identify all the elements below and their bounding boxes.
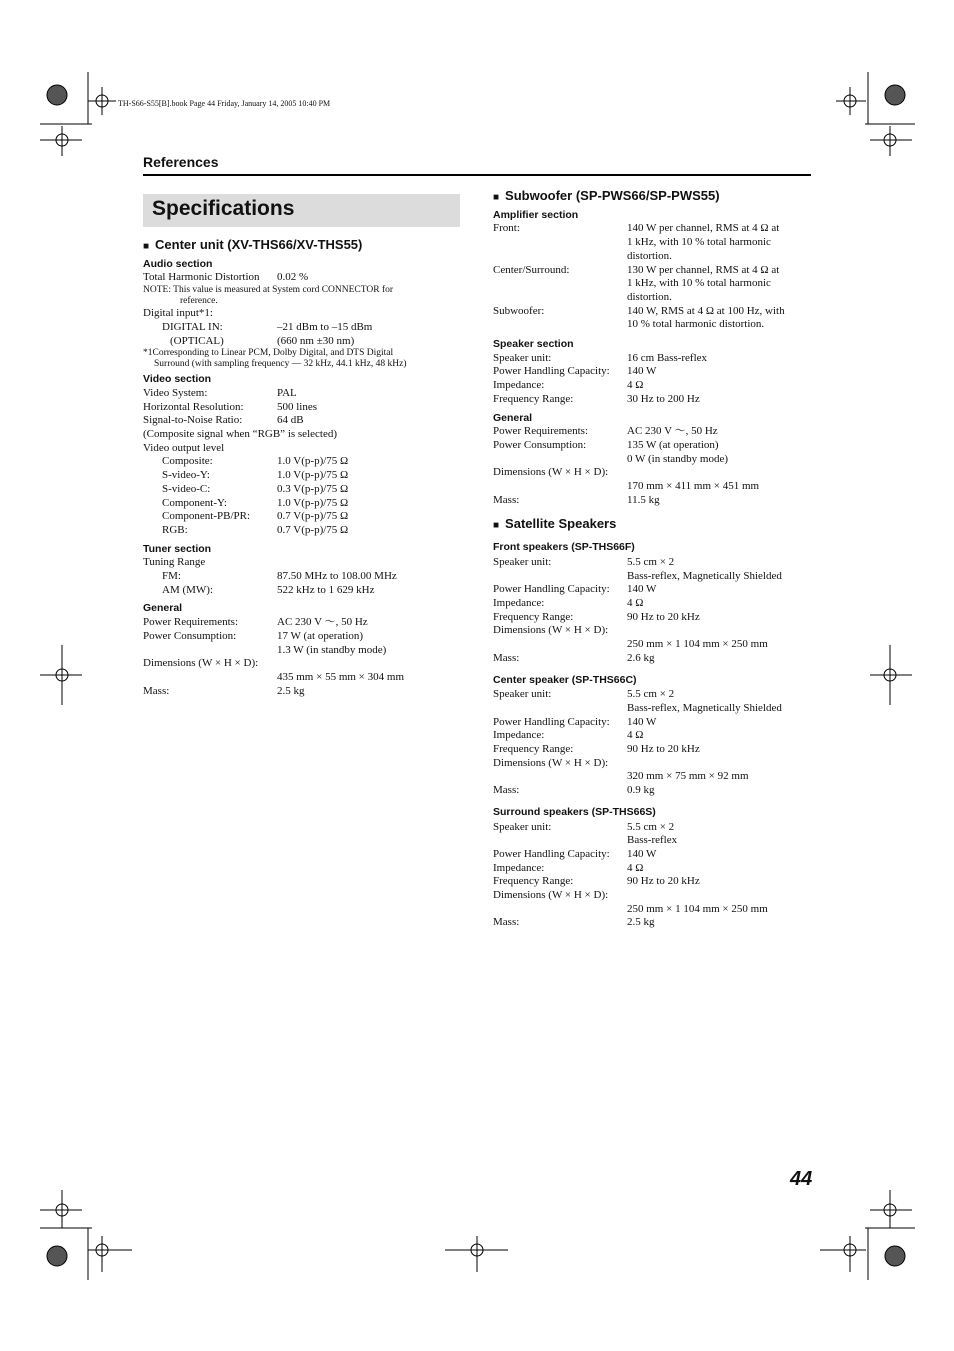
square-bullet-icon: ■ bbox=[143, 241, 150, 252]
footnote: *1Corresponding to Linear PCM, Dolby Digital, and DTS Digital bbox=[143, 348, 394, 359]
spec-row: Component-PB/PR: 0.7 V(p-p)/75 Ω bbox=[162, 510, 349, 523]
speaker-title: Surround speakers (SP-THS66S) bbox=[493, 805, 656, 818]
surround-speakers-block bbox=[493, 806, 811, 930]
front-speakers-block bbox=[493, 541, 811, 665]
header-rule bbox=[143, 174, 811, 176]
tuner-rows bbox=[143, 570, 461, 597]
spec-row: Subwoofer: 140 W, RMS at 4 Ω at 100 Hz, with 10 % total harmonic distortion. bbox=[493, 304, 785, 331]
dimensions-label: Dimensions (W × H × D): bbox=[493, 756, 609, 769]
general-section-title: General bbox=[493, 411, 533, 424]
dimensions-label: Dimensions (W × H × D): bbox=[143, 657, 259, 670]
speaker-rows bbox=[493, 352, 811, 407]
square-bullet-icon: ■ bbox=[493, 520, 500, 532]
center-speaker-block bbox=[493, 674, 811, 798]
spec-row: Impedance: 4 Ω bbox=[493, 379, 644, 392]
composite-note: (Composite signal when “RGB” is selected) bbox=[143, 428, 337, 441]
spec-value: 170 mm × 411 mm × 451 mm bbox=[627, 480, 760, 493]
spec-row: Power Requirements: AC 230 V ～, 50 Hz bbox=[143, 616, 368, 629]
spec-row: FM: 87.50 MHz to 108.00 MHz bbox=[162, 570, 397, 583]
spec-row: RGB: 0.7 V(p-p)/75 Ω bbox=[162, 523, 349, 536]
speaker-title: Front speakers (SP-THS66F) bbox=[493, 541, 635, 554]
spec-row: Power Requirements: AC 230 V ～, 50 Hz bbox=[493, 425, 718, 438]
spec-row: S-video-Y: 1.0 V(p-p)/75 Ω bbox=[162, 469, 349, 482]
spec-row: Front: 140 W per channel, RMS at 4 Ω at 1 kHz, with 10 % total harmonic distortion. bbox=[493, 222, 780, 262]
page-title: Specifications bbox=[152, 197, 295, 220]
spec-row: Video System: PAL bbox=[143, 386, 297, 399]
spec-row: DIGITAL IN: –21 dBm to –15 dBm bbox=[162, 320, 373, 333]
spec-row: Frequency Range: 90 Hz to 20 kHz bbox=[493, 610, 700, 623]
audio-note-cont: reference. bbox=[180, 296, 218, 307]
spec-value: 1.3 W (in standby mode) bbox=[277, 643, 387, 656]
left-column bbox=[143, 232, 461, 698]
digital-input-label: Digital input*1: bbox=[143, 307, 213, 320]
spec-row: (OPTICAL) (660 nm ±30 nm) bbox=[170, 334, 355, 347]
spec-row: S-video-C: 0.3 V(p-p)/75 Ω bbox=[162, 482, 349, 495]
spec-row: Composite: 1.0 V(p-p)/75 Ω bbox=[162, 455, 349, 468]
spec-row: Frequency Range: 30 Hz to 200 Hz bbox=[493, 392, 700, 405]
dimensions-label: Dimensions (W × H × D): bbox=[493, 889, 609, 902]
spec-value: 435 mm × 55 mm × 304 mm bbox=[277, 670, 404, 683]
square-bullet-icon: ■ bbox=[493, 192, 500, 203]
spec-row: Total Harmonic Distortion 0.02 % bbox=[143, 271, 309, 284]
dimensions-label: Dimensions (W × H × D): bbox=[493, 466, 609, 479]
video-section-title: Video section bbox=[143, 373, 212, 386]
general-section-title: General bbox=[143, 602, 183, 615]
center-unit-heading: ■ Center unit (XV-THS66/XV-THS55) bbox=[143, 237, 363, 252]
spec-value: 250 mm × 1 104 mm × 250 mm bbox=[627, 638, 768, 651]
section-heading: References bbox=[143, 154, 219, 170]
spec-value: 320 mm × 75 mm × 92 mm bbox=[627, 770, 749, 783]
page-number: 44 bbox=[790, 1168, 813, 1190]
spec-row: Speaker unit: 5.5 cm × 2 bbox=[493, 820, 675, 833]
spec-row: Frequency Range: 90 Hz to 20 kHz bbox=[493, 875, 700, 888]
speaker-title: Center speaker (SP-THS66C) bbox=[493, 673, 637, 686]
spec-row: Power Handling Capacity: 140 W bbox=[493, 847, 657, 860]
speaker-section-title: Speaker section bbox=[493, 338, 574, 351]
spec-value: Bass-reflex bbox=[627, 834, 678, 847]
spec-row: Speaker unit: 5.5 cm × 2 bbox=[493, 555, 675, 568]
spec-row: Power Handling Capacity: 140 W bbox=[493, 715, 657, 728]
spec-row: AM (MW): 522 kHz to 1 629 kHz bbox=[162, 583, 375, 596]
video-output-label: Video output level bbox=[143, 441, 225, 454]
audio-section-title: Audio section bbox=[143, 257, 213, 270]
spec-row: Mass: 11.5 kg bbox=[493, 493, 660, 506]
audio-note: NOTE: This value is measured at System cord CONNECTOR for bbox=[143, 285, 394, 296]
spec-row: Component-Y: 1.0 V(p-p)/75 Ω bbox=[162, 496, 349, 509]
spec-row: Power Handling Capacity: 140 W bbox=[493, 583, 657, 596]
footnote-cont: Surround (with sampling frequency — 32 kHz, 44.1 kHz, 48 kHz) bbox=[154, 359, 407, 370]
spec-row: Power Consumption: 17 W (at operation) bbox=[143, 629, 364, 642]
spec-row: Mass: 0.9 kg bbox=[493, 784, 655, 797]
spec-row: Center/Surround: 130 W per channel, RMS at 4 Ω at 1 kHz, with 10 % total harmonic distortion. bbox=[493, 263, 780, 303]
video-output-rows bbox=[143, 455, 461, 537]
spec-value: Bass-reflex, Magnetically Shielded bbox=[627, 569, 782, 582]
spec-row: Speaker unit: 16 cm Bass-reflex bbox=[493, 351, 708, 364]
spec-row: Horizontal Resolution: 500 lines bbox=[143, 400, 318, 413]
spec-value: 250 mm × 1 104 mm × 250 mm bbox=[627, 902, 768, 915]
spec-row: Mass: 2.5 kg bbox=[493, 916, 655, 929]
video-rows bbox=[143, 387, 461, 428]
spec-row: Impedance: 4 Ω bbox=[493, 861, 644, 874]
spec-row: Power Consumption: 135 W (at operation) bbox=[493, 438, 719, 451]
tuner-section-title: Tuner section bbox=[143, 542, 212, 555]
spec-row: Impedance: 4 Ω bbox=[493, 729, 644, 742]
subwoofer-heading: ■ Subwoofer (SP-PWS66/SP-PWS55) bbox=[493, 188, 720, 203]
spec-row: Signal-to-Noise Ratio: 64 dB bbox=[143, 414, 304, 427]
spec-row: Frequency Range: 90 Hz to 20 kHz bbox=[493, 743, 700, 756]
spec-row: Mass: 2.5 kg bbox=[143, 684, 305, 697]
right-column bbox=[493, 183, 811, 930]
spec-row: Power Handling Capacity: 140 W bbox=[493, 365, 657, 378]
dimensions-label: Dimensions (W × H × D): bbox=[493, 624, 609, 637]
amplifier-section-title: Amplifier section bbox=[493, 208, 579, 221]
spec-row: Mass: 2.6 kg bbox=[493, 651, 655, 664]
file-info: TH-S66-S55[B].book Page 44 Friday, January 14, 2005 10:40 PM bbox=[118, 99, 331, 108]
spec-row: Impedance: 4 Ω bbox=[493, 596, 644, 609]
spec-row: Speaker unit: 5.5 cm × 2 bbox=[493, 688, 675, 701]
spec-value: 0 W (in standby mode) bbox=[627, 452, 729, 465]
tuning-range-label: Tuning Range bbox=[143, 556, 206, 569]
spec-value: Bass-reflex, Magnetically Shielded bbox=[627, 701, 782, 714]
satellite-heading: ■ Satellite Speakers bbox=[493, 516, 617, 532]
